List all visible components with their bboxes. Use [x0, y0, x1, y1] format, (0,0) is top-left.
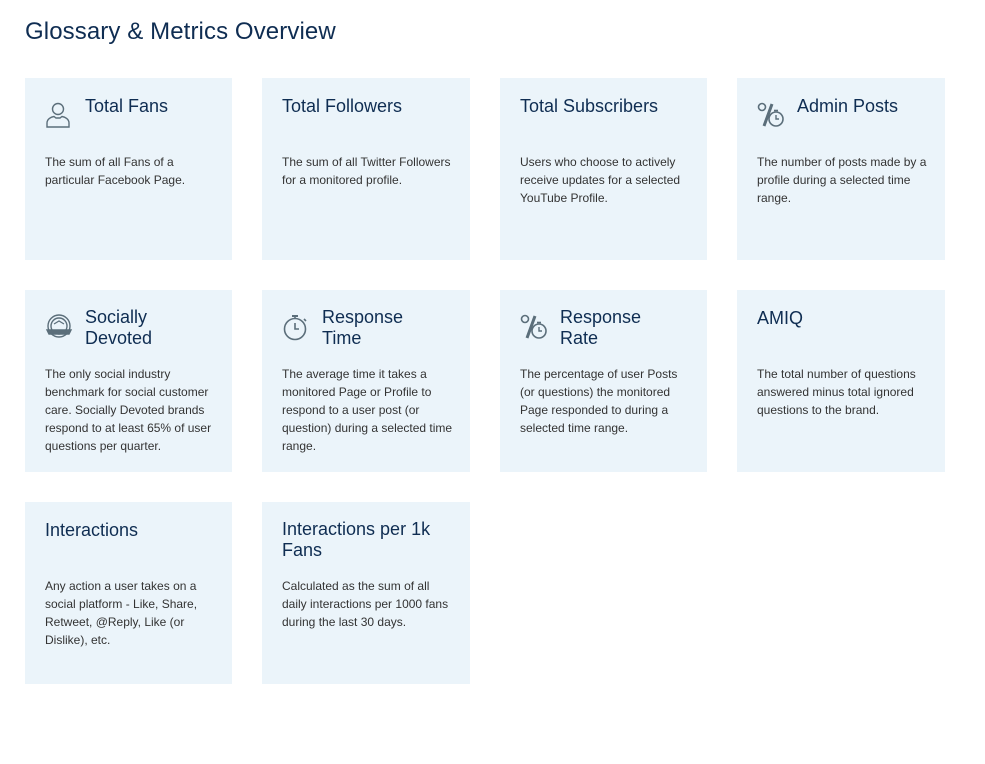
card-total-followers — [262, 78, 470, 260]
card-socially-devoted — [25, 290, 232, 472]
card-admin-posts — [737, 78, 945, 260]
card-interactions-per-1k-fans — [262, 502, 470, 684]
card-response-rate — [500, 290, 707, 472]
card-description: The only social industry benchmark for social customer care. Socially Devoted brands respond to at least 65% of user questions per quarter. — [45, 367, 212, 453]
card-amiq — [737, 290, 945, 472]
card-total-subscribers — [500, 78, 707, 260]
percent-clock-icon — [757, 101, 785, 129]
glossary-grid — [25, 78, 945, 684]
card-description: Users who choose to actively receive updates for a selected YouTube Profile. — [520, 155, 681, 205]
page-title: Glossary & Metrics Overview — [25, 18, 336, 45]
card-description: The total number of questions answered minus total ignored questions to the brand. — [757, 367, 916, 417]
card-description: The percentage of user Posts (or questions) the monitored Page responded to during a selected time range. — [520, 367, 678, 435]
card-description: The average time it takes a monitored Page or Profile to respond to a user post (or question) during a selected time range. — [282, 367, 453, 453]
card-title: AMIQ — [757, 308, 804, 328]
card-description: The number of posts made by a profile during a selected time range. — [757, 155, 927, 205]
card-description: The sum of all Twitter Followers for a monitored profile. — [282, 155, 451, 187]
card-title: Interactions per 1k Fans — [282, 519, 431, 560]
card-total-fans — [25, 78, 232, 260]
card-description: Calculated as the sum of all daily interactions per 1000 fans during the last 30 days. — [282, 579, 449, 629]
card-interactions — [25, 502, 232, 684]
card-title: Total Followers — [282, 96, 403, 116]
card-title: Admin Posts — [797, 96, 899, 116]
card-title: Interactions — [45, 520, 139, 540]
card-title: Total Fans — [85, 96, 169, 116]
card-title: Response Time — [322, 307, 404, 348]
card-title: Total Subscribers — [520, 96, 659, 116]
card-title: Response Rate — [560, 307, 642, 348]
user-icon — [45, 101, 73, 129]
stopwatch-icon — [282, 313, 310, 341]
card-description: The sum of all Fans of a particular Facebook Page. — [45, 155, 186, 187]
card-description: Any action a user takes on a social platform - Like, Share, Retweet, @Reply, Like (or Dislike), etc. — [45, 579, 198, 647]
card-response-time — [262, 290, 470, 472]
socially-devoted-badge-icon — [45, 313, 73, 341]
percent-clock-icon — [520, 313, 548, 341]
card-title: Socially Devoted — [85, 307, 153, 348]
